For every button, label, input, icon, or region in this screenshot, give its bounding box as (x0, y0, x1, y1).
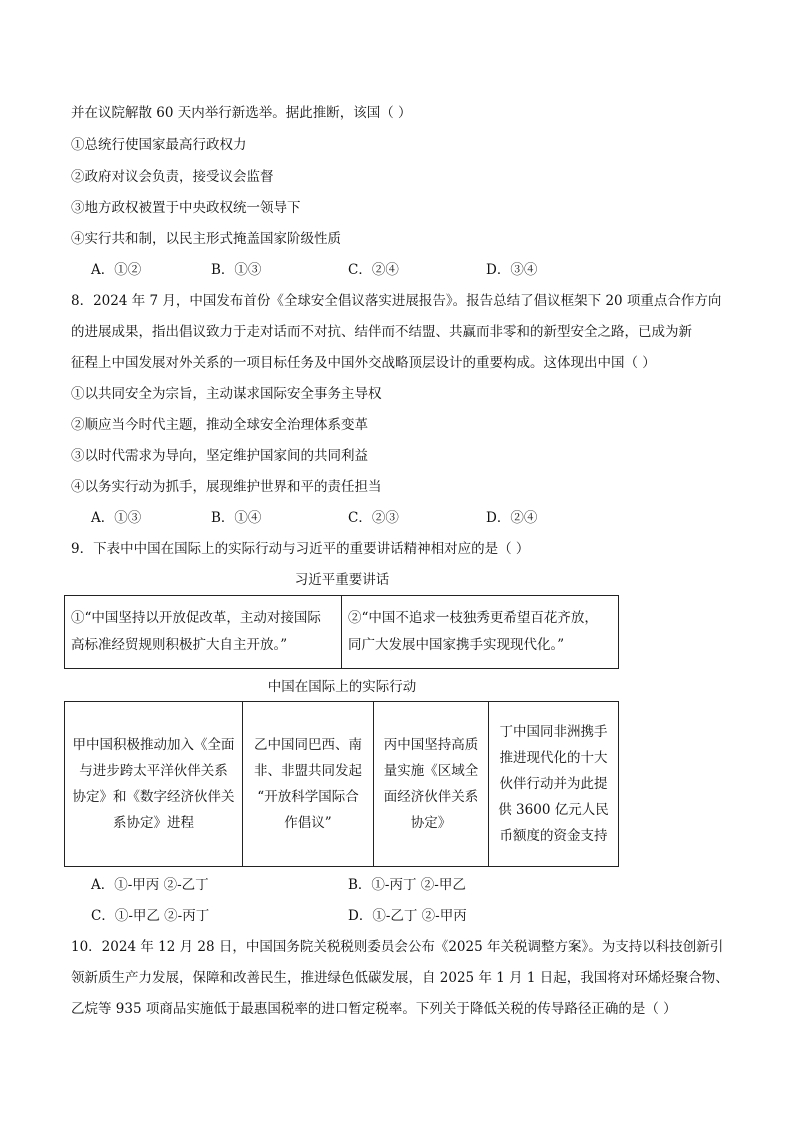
q7-option-a[interactable]: A．①② (91, 262, 142, 278)
q9-option-b[interactable]: B．①-丙丁 ②-甲乙 (348, 877, 466, 893)
action-cell-jia (65, 702, 243, 867)
action-bing-line-4: 协定》 (410, 815, 452, 831)
action-ding-line-5: 币额度的资金支持 (499, 828, 608, 844)
speech-2-line-1: ②“中国不追求一枝独秀更希望百花齐放， (348, 610, 598, 626)
speech-1-line-2: 高标准经贸规则积极扩大自主开放。” (71, 637, 288, 653)
actions-table (64, 701, 619, 867)
q9-option-a[interactable]: A．①-甲丙 ②-乙丁 (91, 877, 209, 893)
q8-option-a[interactable]: A．①③ (91, 510, 142, 526)
action-cell-yi (243, 702, 374, 867)
q8-item-3: ③以时代需求为导向，坚定维护国家间的共同利益 (71, 448, 368, 464)
action-bing-line-2: 量实施《区域全 (383, 763, 479, 779)
action-ding-line-2: 推进现代化的十大 (499, 750, 608, 766)
action-ding-line-1: 丁中国同非洲携手 (499, 724, 608, 740)
q9-stem: 9．下表中中国在国际上的实际行动与习近平的重要讲话精神相对应的是（ ） (71, 541, 530, 557)
action-bing-line-1: 丙中国坚持高质 (383, 737, 479, 753)
q9-option-c[interactable]: C．①-甲乙 ②-丙丁 (91, 908, 210, 924)
action-cell-bing (374, 702, 489, 867)
action-jia-line-2: 与进步跨太平洋伙伴关系 (79, 763, 228, 779)
q7-option-d[interactable]: D．③④ (486, 262, 538, 278)
q8-option-d[interactable]: D．②④ (486, 510, 538, 526)
table2-caption: 中国在国际上的实际行动 (267, 679, 417, 695)
action-bing-line-3: 面经济伙伴关系 (383, 789, 479, 805)
action-yi-line-1: 乙中国同巴西、南 (254, 737, 362, 753)
action-jia-line-3: 协定》和《数字经济伙伴关 (72, 789, 235, 805)
q8-item-4: ④以务实行动为抓手，展现维护世界和平的责任担当 (71, 479, 382, 495)
table1-caption: 习近平重要讲话 (294, 572, 390, 588)
q8-item-1: ①以共同安全为宗旨，主动谋求国际安全事务主导权 (71, 386, 382, 402)
action-cell-ding (489, 702, 619, 867)
speech-cell-2 (342, 596, 619, 669)
q10-stem-line-1: 10．2024 年 12 月 28 日，中国国务院关税税则委员会公布《2025 年关税调整方案》。为支持以科技创新引 (71, 939, 724, 955)
action-ding-line-4: 供 3600 亿元人民 (498, 802, 609, 818)
q8-option-c[interactable]: C．②③ (348, 510, 399, 526)
speech-table (64, 595, 619, 669)
action-yi-line-4: 作倡议” (284, 815, 332, 831)
q8-item-2: ②顺应当今时代主题，推动全球安全治理体系变革 (71, 417, 368, 433)
q7-option-b[interactable]: B．①③ (211, 262, 262, 278)
q9-option-d[interactable]: D．①-乙丁 ②-甲丙 (348, 908, 467, 924)
q7-item-1: ①总统行使国家最高行政权力 (71, 137, 247, 153)
action-yi-line-2: 非、非盟共同发起 (254, 763, 362, 779)
q7-option-c[interactable]: C．②④ (348, 262, 399, 278)
action-jia-line-4: 系协定》进程 (113, 815, 194, 831)
action-yi-line-3: “开放科学国际合 (257, 789, 359, 805)
q10-stem-line-3: 乙烷等 935 项商品实施低于最惠国税率的进口暂定税率。下列关于降低关税的传导路径正确的是（ ） (71, 1001, 677, 1017)
speech-2-line-2: 同广大发展中国家携手实现现代化。” (348, 637, 565, 653)
q7-stem-tail: 并在议院解散 60 天内举行新选举。据此推断，该国（ ） (71, 105, 412, 121)
q8-stem-line-1: 8．2024 年 7 月，中国发布首份《全球安全倡议落实进展报告》。报告总结了倡议框架下 20 项重点合作方向 (71, 293, 722, 309)
q8-option-b[interactable]: B．①④ (211, 510, 262, 526)
q10-stem-line-2: 领新质生产力发展，保障和改善民生，推进绿色低碳发展，自 2025 年 1 月 1 日起，我国将对环烯烃聚合物、 (71, 970, 729, 986)
action-jia-line-1: 甲中国积极推动加入《全面 (72, 737, 235, 753)
speech-1-line-1: ①“中国坚持以开放促改革，主动对接国际 (71, 610, 321, 626)
q7-item-3: ③地方政权被置于中央政权统一领导下 (71, 200, 301, 216)
q7-item-4: ④实行共和制，以民主形式掩盖国家阶级性质 (71, 231, 341, 247)
action-ding-line-3: 伙伴行动并为此提 (499, 776, 608, 792)
q7-item-2: ②政府对议会负责，接受议会监督 (71, 169, 274, 185)
q8-stem-line-2: 的进展成果，指出倡议致力于走对话而不对抗、结伴而不结盟、共赢而非零和的新型安全之路，已成为新 (71, 324, 692, 340)
speech-cell-1 (65, 596, 342, 669)
q8-stem-line-3: 征程上中国发展对外关系的一项目标任务及中国外交战略顶层设计的重要构成。这体现出中国（ ） (71, 355, 656, 371)
